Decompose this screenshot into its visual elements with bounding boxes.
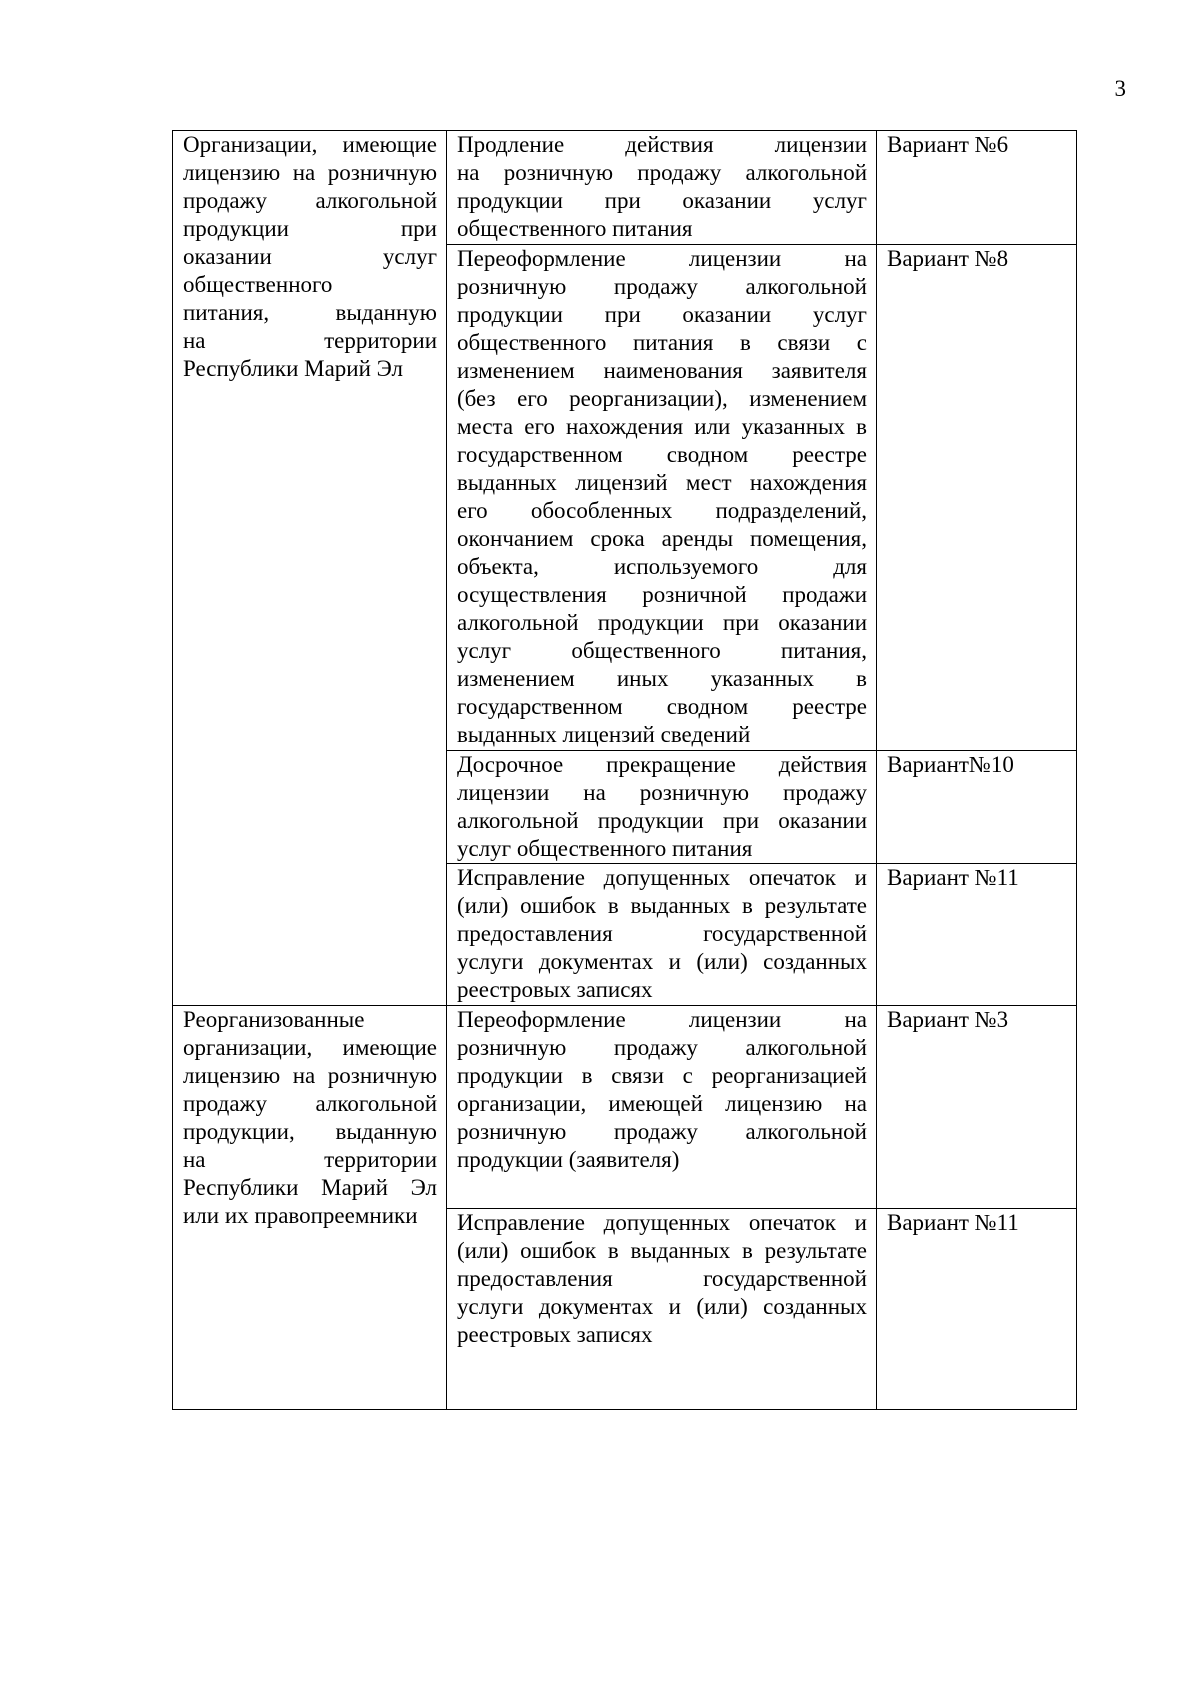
service-cell: Переоформление лицензии на розничную продажу алкогольной продукции при оказании услуг общественного питания в связи с изменением наименования заявителя (без его реорганизации), изменением места его нахождения или указанных в государственном сводном реестре выданных лицензий мест нахождения его обособленных подразделений, окончанием срока аренды помещения, объекта, используемого для осуществления розничной продажи алкогольной продукции при оказании услуг общественного питания, изменением иных указанных в государственном сводном реестре выданных лицензий сведений (447, 245, 877, 751)
variant-label: Вариант №11 (887, 865, 1019, 890)
table-row (173, 131, 1077, 245)
service-cell: Досрочное прекращение действия лицензии на розничную продажу алкогольной продукции при оказании услуг общественного питания (447, 751, 877, 864)
variant-cell (877, 864, 1077, 1006)
variant-label: Вариант №11 (887, 1210, 1019, 1235)
applicant-text: Реорганизованные организации, имеющие лицензию на розничную продажу алкогольной продукции, выданную на территории Республики Марий Эл или их правопреемники (183, 1007, 437, 1228)
service-cell: Исправление допущенных опечаток и (или) ошибок в выданных в результате предоставления государственной услуги документах и (или) созданных реестровых записях (447, 1209, 877, 1410)
applicant-cell (173, 1006, 447, 1410)
variant-cell (877, 131, 1077, 245)
service-cell: Продление действия лицензии на розничную продажу алкогольной продукции при оказании услуг общественного питания (447, 131, 877, 245)
page-number: 3 (1114, 76, 1126, 101)
applicant-text: Организации, имеющие лицензию на розничную продажу алкогольной продукции при оказании услуг общественного питания, выданную на территории Республики Марий Эл (183, 132, 437, 381)
variant-label: Вариант №8 (887, 246, 1009, 271)
variant-cell (877, 245, 1077, 751)
variant-cell (877, 1209, 1077, 1410)
service-cell: Переоформление лицензии на розничную продажу алкогольной продукции в связи с реорганизацией организации, имеющей лицензию на розничную продажу алкогольной продукции (заявителя) (447, 1006, 877, 1209)
variant-label: Вариант№10 (887, 752, 1014, 777)
applicant-cell (173, 131, 447, 1006)
variant-label: Вариант №3 (887, 1007, 1009, 1032)
variant-cell (877, 751, 1077, 864)
table-row (173, 1006, 1077, 1209)
services-variants-table (172, 130, 1077, 1410)
variant-cell (877, 1006, 1077, 1209)
service-cell: Исправление допущенных опечаток и (или) ошибок в выданных в результате предоставления государственной услуги документах и (или) созданных реестровых записях (447, 864, 877, 1006)
variant-label: Вариант №6 (887, 132, 1009, 157)
